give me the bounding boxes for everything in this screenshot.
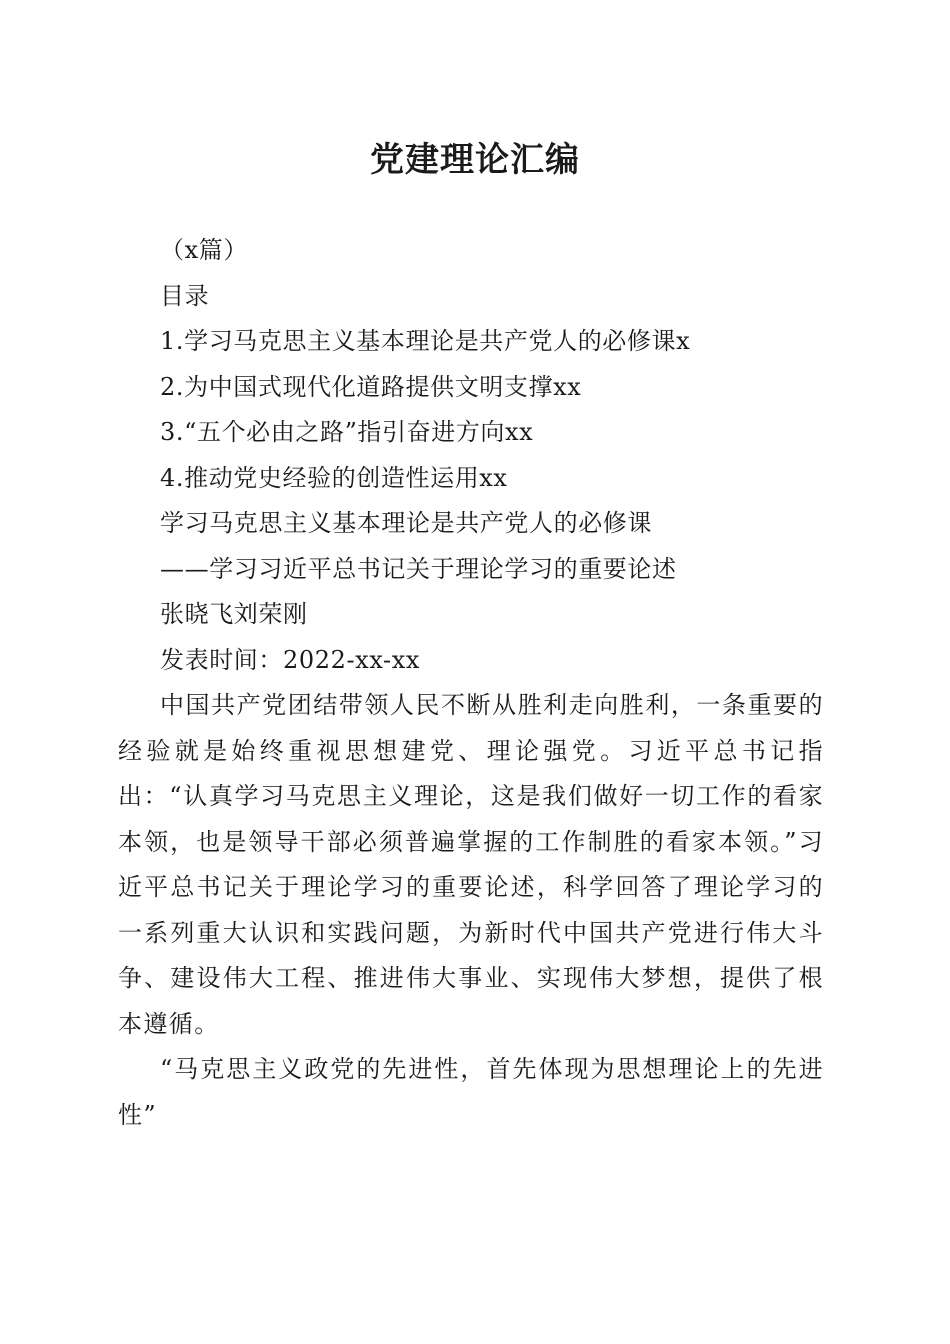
toc-item[interactable]: 2.为中国式现代化道路提供文明支撑xx — [160, 372, 582, 401]
article-authors: 张晓飞刘荣刚 — [160, 600, 308, 628]
toc-item[interactable]: 3.“五个必由之路”指引奋进方向xx — [160, 418, 534, 446]
article-title: 学习马克思主义基本理论是共产党人的必修课 — [160, 509, 652, 537]
article-paragraph: “马克思主义政党的先进性，首先体现为思想理论上的先进性” — [118, 1055, 824, 1129]
article-paragraph: 中国共产党团结带领人民不断从胜利走向胜利，一条重要的经验就是始终重视思想建党、理论强党。习近平总书记指出：“认真学习马克思主义理论，这是我们做好一切工作的看家本领，也是领导干部必须普遍掌握的工作制胜的看家本领。”习近平总书记关于理论学习的重要论述，科学回答了理论学习的一系列重大认识和实践问题，为新时代中国共产党进行伟大斗争、建设伟大工程、推进伟大事业、实现伟大梦想，提供了根本遵循。 — [118, 691, 824, 1038]
count-note: （x篇） — [160, 236, 248, 264]
toc-heading: 目录 — [160, 281, 210, 310]
document-body — [118, 228, 824, 1138]
publish-time: 发表时间：2022-xx-xx — [160, 645, 421, 674]
article-subtitle: ——学习习近平总书记关于理论学习的重要论述 — [160, 554, 677, 583]
toc-item[interactable]: 1.学习马克思主义基本理论是共产党人的必修课x — [160, 327, 691, 355]
document-title: 党建理论汇编 — [370, 140, 580, 180]
toc-item[interactable]: 4.推动党史经验的创造性运用xx — [160, 463, 508, 492]
